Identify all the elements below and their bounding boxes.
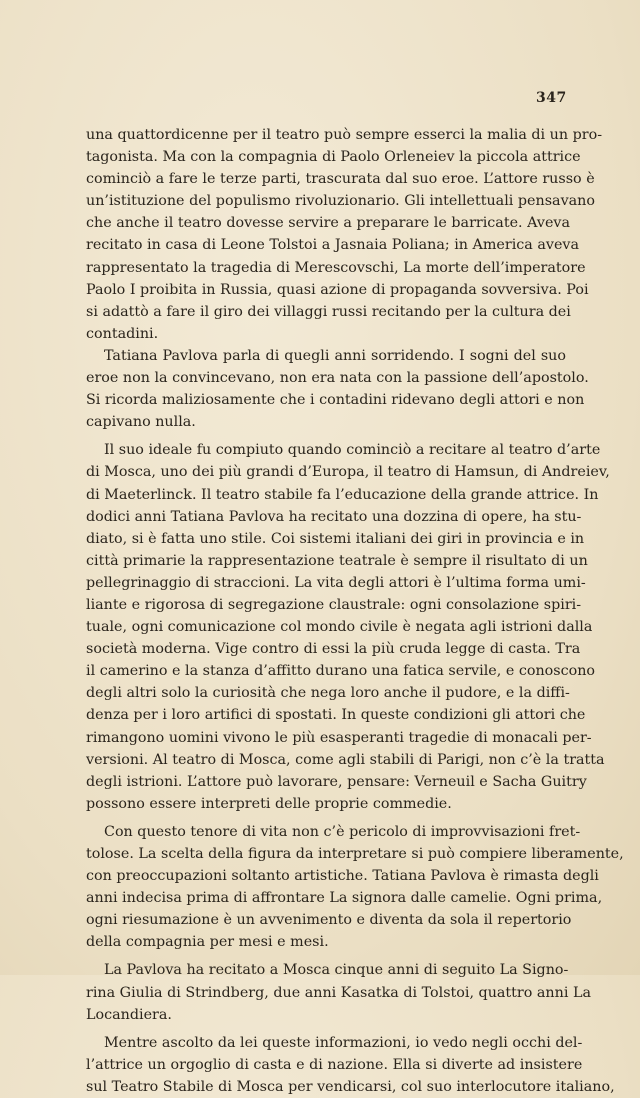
text-line: denza per i loro artifici di spostati. In queste condizioni gli attori che: [86, 707, 586, 724]
text-line: tagonista. Ma con la compagnia di Paolo Orleneiev la piccola attrice: [86, 149, 581, 166]
text-line: società moderna. Vige contro di essi la più cruda legge di casta. Tra: [86, 641, 581, 658]
text-line: rina Giulia di Strindberg, due anni Kasatka di Tolstoi, quattro anni La: [86, 984, 591, 1001]
paragraph: [86, 1032, 615, 1098]
text-line: una quattordicenne per il teatro può sempre esserci la malia di un pro-: [86, 127, 603, 143]
paragraph: [86, 345, 589, 433]
text-line: tuale, ogni comunicazione col mondo civile è negata agli istrioni dalla: [86, 619, 593, 636]
text-line: capivano nulla.: [86, 414, 196, 431]
text-line: cominciò a fare le terze parti, trascurata dal suo eroe. L’attore russo è: [86, 171, 595, 188]
text-line: il camerino e la stanza d’affitto durano una fatica servile, e conoscono: [86, 663, 596, 680]
text-line: di Mosca, uno dei più grandi d’Europa, il teatro di Hamsun, di Andreiev,: [86, 464, 610, 481]
text-line: degli altri solo la curiosità che nega loro anche il pudore, e la diffi-: [86, 685, 570, 702]
text-line: sul Teatro Stabile di Mosca per vendicarsi, col suo interlocutore italiano,: [86, 1078, 615, 1095]
text-line: rimangono uomini vivono le più esasperanti tragedie di monacali per-: [86, 729, 592, 746]
text-line: Locandiera.: [86, 1006, 172, 1023]
paragraph: [86, 821, 624, 954]
text-line: rappresentato la tragedia di Merescovschi, La morte dell’imperatore: [86, 259, 586, 276]
text-line: si adattò a fare il giro dei villaggi russi recitando per la cultura dei: [86, 303, 571, 320]
text-line: di Maeterlinck. Il teatro stabile fa l’educazione della grande attrice. In: [86, 486, 599, 503]
text-line: liante e rigorosa di segregazione claustrale: ogni consolazione spiri-: [86, 596, 582, 613]
text-line: dodici anni Tatiana Pavlova ha recitato una dozzina di opere, ha stu-: [86, 508, 582, 525]
text-line: ogni riesumazione è un avvenimento e diventa da sola il repertorio: [86, 912, 572, 929]
paragraph: [86, 959, 591, 1025]
text-line: tolose. La scelta della figura da interpretare si può compiere liberamente,: [86, 846, 624, 862]
text-line: città primarie la rappresentazione teatrale è sempre il risultato di un: [86, 552, 588, 569]
body-text: [86, 124, 624, 1098]
paragraph: [86, 124, 603, 345]
text-line: versioni. Al teatro di Mosca, come agli stabili di Parigi, non c’è la tratta: [86, 751, 605, 768]
text-line: Mentre ascolto da lei queste informazioni, io vedo negli occhi del-: [104, 1034, 583, 1051]
text-line: con preoccupazioni soltanto artistiche. Tatiana Pavlova è rimasta degli: [86, 868, 599, 885]
text-line: possono essere interpreti delle proprie commedie.: [86, 795, 452, 812]
text-line: Si ricorda maliziosamente che i contadini ridevano degli attori e non: [86, 392, 585, 409]
text-line: un’istituzione del populismo rivoluzionario. Gli intellettuali pensavano: [86, 193, 595, 210]
text-line: l’attrice un orgoglio di casta e di nazione. Ella si diverte ad insistere: [86, 1056, 583, 1073]
text-line: che anche il teatro dovesse servire a preparare le barricate. Aveva: [86, 215, 571, 232]
paragraph: [86, 439, 610, 815]
text-line: degli istrioni. L’attore può lavorare, pensare: Verneuil e Sacha Guitry: [86, 773, 587, 790]
text-line: Con questo tenore di vita non c’è pericolo di improvvisazioni fret-: [104, 823, 581, 840]
text-line: Il suo ideale fu compiuto quando cominciò a recitare al teatro d’arte: [104, 442, 601, 459]
text-line: Tatiana Pavlova parla di quegli anni sorridendo. I sogni del suo: [104, 347, 566, 364]
text-line: anni indecisa prima di affrontare La signora dalle camelie. Ogni prima,: [86, 890, 603, 907]
text-line: La Pavlova ha recitato a Mosca cinque anni di seguito La Signo-: [104, 962, 569, 979]
text-line: Paolo I proibita in Russia, quasi azione di propaganda sovversiva. Poi: [86, 281, 589, 298]
page-number: 347: [536, 90, 567, 106]
text-line: recitato in casa di Leone Tolstoi a Jasnaia Poliana; in America aveva: [86, 237, 580, 254]
text-line: pellegrinaggio di straccioni. La vita degli attori è l’ultima forma umi-: [86, 574, 586, 591]
text-line: diato, si è fatta uno stile. Coi sistemi italiani dei giri in provincia e in: [86, 530, 585, 547]
text-line: contadini.: [86, 325, 159, 342]
text-line: eroe non la convincevano, non era nata con la passione dell’apostolo.: [86, 370, 589, 387]
text-line: della compagnia per mesi e mesi.: [86, 934, 329, 951]
